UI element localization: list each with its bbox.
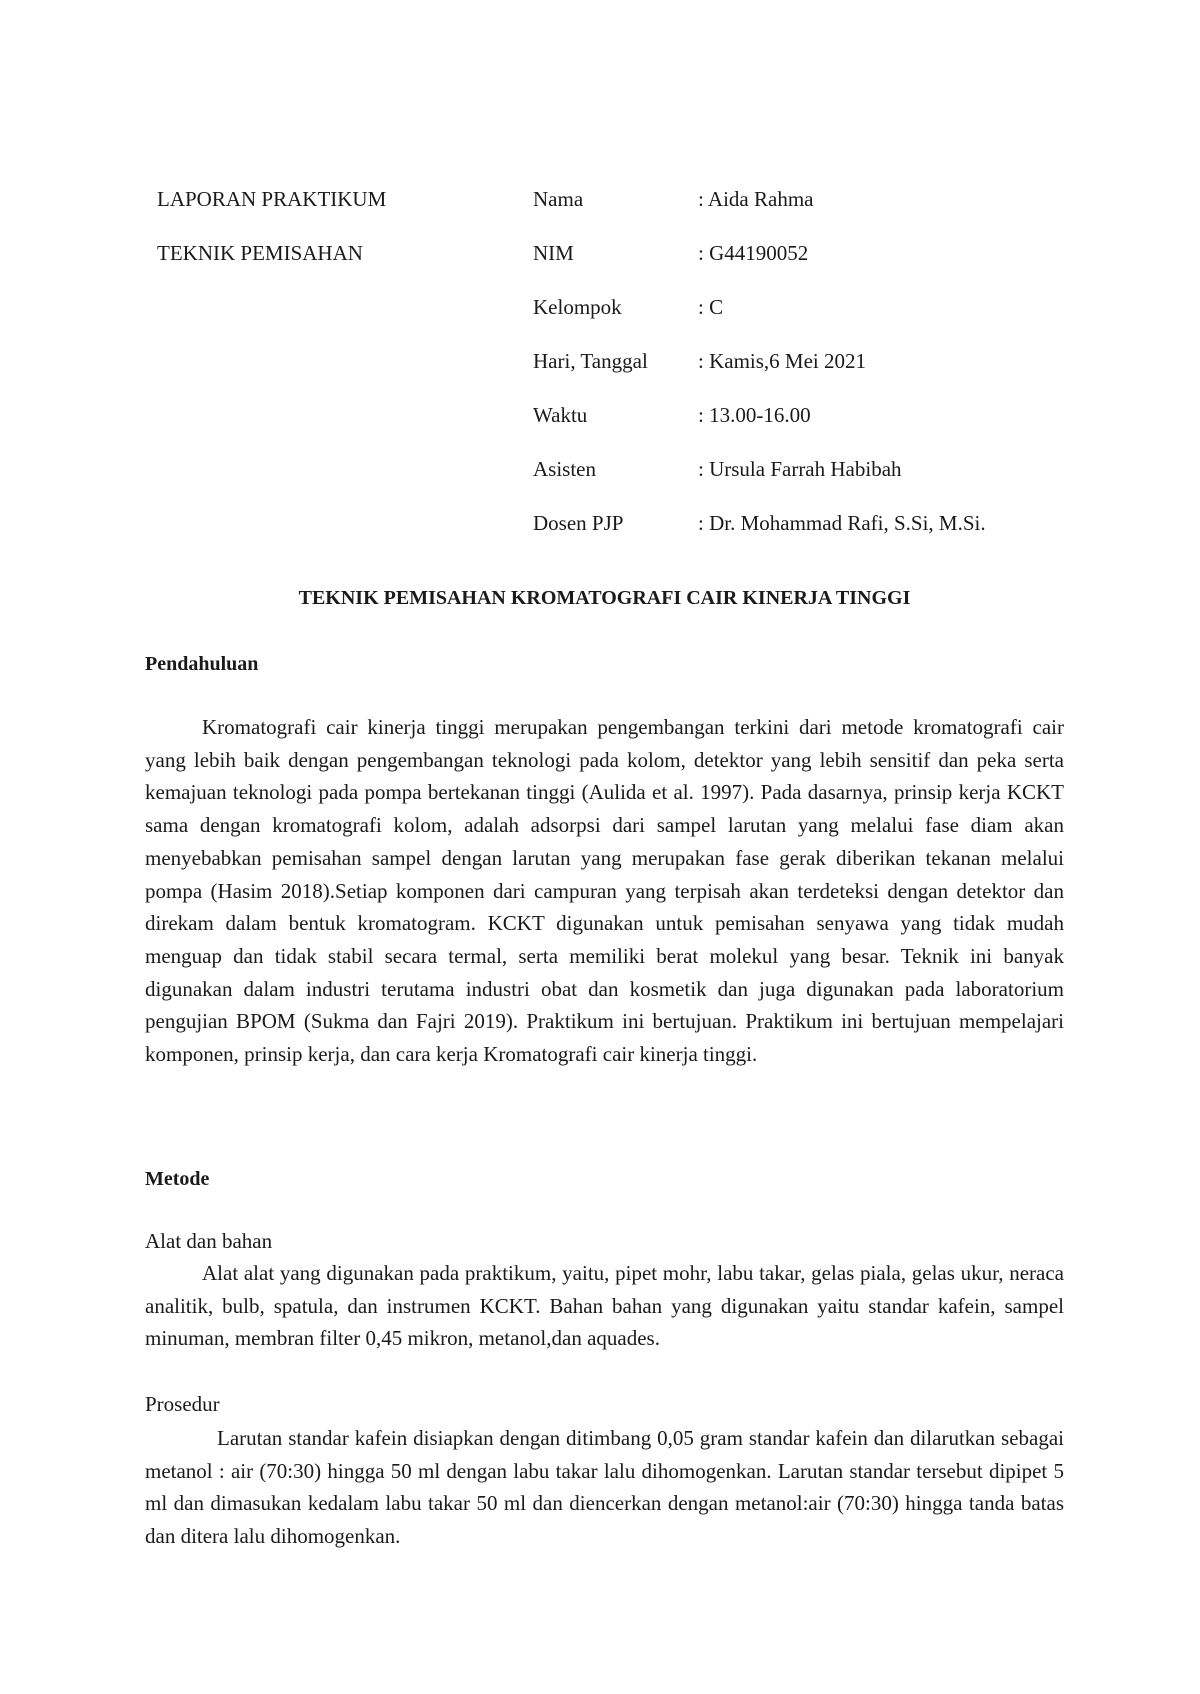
- info-row-nim: [533, 240, 1093, 294]
- info-row-waktu: [533, 402, 1093, 456]
- subheading-prosedur: Prosedur: [145, 1392, 220, 1416]
- info-row-asisten: [533, 456, 1093, 510]
- section-heading-pendahuluan: Pendahuluan: [145, 653, 259, 675]
- info-value: : 13.00-16.00: [698, 403, 811, 427]
- info-label: Dosen PJP: [533, 511, 624, 535]
- report-title-line-2: TEKNIK PEMISAHAN: [157, 241, 363, 265]
- info-value: : Dr. Mohammad Rafi, S.Si, M.Si.: [698, 511, 986, 535]
- paragraph-prosedur: Larutan standar kafein disiapkan dengan ditimbang 0,05 gram standar kafein dan dilarutkan sebagai metanol : air (70:30) hingga 50 ml dengan labu takar lalu dihomogenkan. Larutan standar tersebut dipipet 5 ml dan dimasukan kedalam labu takar 50 ml dan diencerkan dengan metanol:air (70:30) hingga tanda batas dan ditera lalu dihomogenkan.: [145, 1426, 1064, 1549]
- info-row-nama: [533, 186, 1093, 240]
- report-header: [157, 186, 386, 294]
- info-value: : G44190052: [698, 241, 809, 265]
- info-value: : Kamis,6 Mei 2021: [698, 349, 866, 373]
- subheading-alat-dan-bahan: Alat dan bahan: [145, 1229, 273, 1253]
- info-label: NIM: [533, 241, 574, 265]
- paragraph-pendahuluan: Kromatografi cair kinerja tinggi merupakan pengembangan terkini dari metode kromatografi cair yang lebih baik dengan pengembangan teknologi pada kolom, detektor yang lebih sensitif dan peka serta kemajuan teknologi pada pompa bertekanan tinggi (Aulida et al. 1997). Pada dasarnya, prinsip kerja KCKT sama dengan kromatografi kolom, adalah adsorpsi dari sampel larutan yang melalui fase diam akan menyebabkan pemisahan sampel dengan larutan yang merupakan fase gerak diberikan tekanan melalui pompa (Hasim 2018).Setiap komponen dari campuran yang terpisah akan terdeteksi dengan detektor dan direkam dalam bentuk kromatogram. KCKT digunakan untuk pemisahan senyawa yang tidak mudah menguap dan tidak stabil secara termal, serta memiliki berat molekul yang besar. Teknik ini banyak digunakan dalam industri terutama industri obat dan kosmetik dan juga digunakan pada laboratorium pengujian BPOM (Sukma dan Fajri 2019). Praktikum ini bertujuan. Praktikum ini bertujuan mempelajari komponen, prinsip kerja, dan cara kerja Kromatografi cair kinerja tinggi.: [145, 715, 1064, 1067]
- paragraph-alat-dan-bahan: Alat alat yang digunakan pada praktikum, yaitu, pipet mohr, labu takar, gelas piala, gelas ukur, neraca analitik, bulb, spatula, dan instrumen KCKT. Bahan bahan yang digunakan yaitu standar kafein, sampel minuman, membran filter 0,45 mikron, metanol,dan aquades.: [145, 1261, 1064, 1351]
- info-value: : Aida Rahma: [698, 187, 814, 211]
- student-info-table: [533, 186, 1093, 564]
- document-title: TEKNIK PEMISAHAN KROMATOGRAFI CAIR KINERJA TINGGI: [298, 587, 911, 609]
- report-title-line-1: LAPORAN PRAKTIKUM: [157, 187, 387, 211]
- info-row-dosen-pjp: [533, 510, 1093, 564]
- info-label: Waktu: [533, 403, 588, 427]
- info-label: Nama: [533, 187, 584, 211]
- info-label: Hari, Tanggal: [533, 349, 648, 373]
- info-row-kelompok: [533, 294, 1093, 348]
- info-label: Kelompok: [533, 295, 622, 319]
- section-heading-metode: Metode: [145, 1168, 210, 1190]
- info-value: : Ursula Farrah Habibah: [698, 457, 902, 481]
- info-row-hari-tanggal: [533, 348, 1093, 402]
- info-label: Asisten: [533, 457, 596, 481]
- info-value: : C: [698, 295, 724, 319]
